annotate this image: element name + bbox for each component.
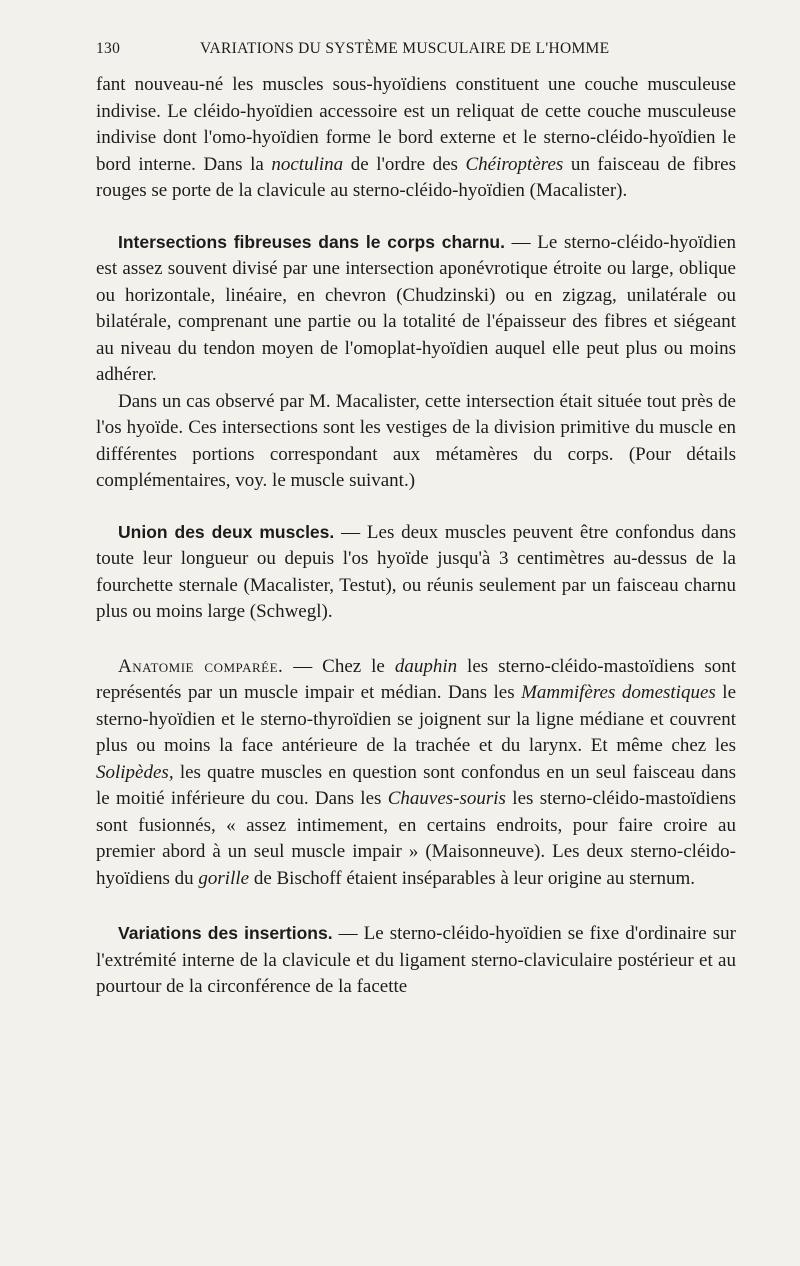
italic-term: dauphin <box>394 655 458 677</box>
page-number: 130 <box>96 40 121 57</box>
text-run: — Le sterno-cléido-hyoïdien est assez souvent divisé par une intersection aponévrotique étroite ou large, oblique ou horizontale, linéaire, en chevron (Chudzinski) ou en zigzag, unilatérale ou bilatérale, comprenant une partie ou la totalité de l'épaisseur des fibres et siégeant au niveau du tendon moyen de l'omoplat-hyoïdien auquel elle peut plus ou moins adhérer. <box>96 231 737 385</box>
page-body <box>96 72 736 1001</box>
paragraph-variations-insertions <box>96 920 736 1001</box>
paragraph-anatomie-comparee <box>96 654 736 893</box>
text-run: le sterno-hyoïdien et le sterno-thyroïdien se joignent sur la ligne médiane et couvrent plus ou moins la face antérieure de la trachée et du larynx. Et même chez les <box>96 682 736 756</box>
running-title: VARIATIONS DU SYSTÈME MUSCULAIRE DE L'HOMME <box>200 40 610 57</box>
italic-term: Chéiroptères <box>465 153 564 175</box>
italic-term: gorille <box>198 867 250 889</box>
text-run: — Le sterno-cléido-hyoïdien se fixe d'ordinaire sur l'extrémité interne de la clavicule et du ligament sterno-claviculaire postérieur et au pourtour de la circonférence de la facette <box>96 923 736 997</box>
text-run: de Bischoff étaient inséparables à leur origine au sternum. <box>249 867 696 889</box>
text-run: — Chez le <box>283 655 395 677</box>
text-run: Dans un cas observé par M. Macalister, cette intersection était située tout près de l'os hyoïde. Ces intersections sont les vestiges de la division primitive du muscle en différentes portions correspondant aux métamères du corps. (Pour détails complémentaires, voy. le muscle suivant.) <box>96 390 736 491</box>
text-run: de l'ordre des <box>343 153 466 175</box>
text-run: les quatre muscles en question sont confondus en un seul faisceau dans le moitié inférieure du cou. Dans les <box>96 761 736 809</box>
text-run: les sterno-cléido-mastoïdiens sont fusionnés, « assez intimement, en certains endroits, pour faire croire au premier abord à un seul muscle impair » (Maisonneuve). Les deux sterno-cléido-hyoïdiens du <box>96 788 737 889</box>
text-run: un faisceau de fibres rouges se porte de la clavicule au sterno-cléido-hyoïdien (Macalister). <box>96 153 736 201</box>
italic-term: Mammifères domestiques <box>521 682 716 703</box>
italic-term: noctulina <box>271 153 344 175</box>
section-heading: Union des deux muscles. <box>118 521 335 542</box>
paragraph-continuation <box>96 72 736 205</box>
paragraph-union <box>96 519 736 626</box>
italic-term: Solipèdes, <box>96 761 174 783</box>
section-heading: Variations des insertions. <box>118 923 333 943</box>
section-heading: Intersections fibreuses dans le corps charnu. <box>118 231 505 252</box>
paragraph-intersections <box>96 229 736 389</box>
text-run: fant nouveau-né les muscles sous-hyoïdiens constituent une couche musculeuse indivise. Le cléido-hyoïdien accessoire est un reliquat de cette couche musculeuse indivise dont l'omo-hyoïdien forme le bord externe et le sterno-cléido-hyoïdien le bord interne. Dans la <box>96 74 736 175</box>
paragraph-macalister-case <box>96 389 736 495</box>
text-run: les sterno-cléido-mastoïdiens sont représentés par un muscle impair et médian. Dans les <box>96 655 737 703</box>
italic-term: Chauves-souris <box>387 788 506 809</box>
section-heading: Anatomie comparée. <box>118 655 284 677</box>
text-run: — Les deux muscles peuvent être confondus dans toute leur longueur ou depuis l'os hyoïde jusqu'à 3 centimètres au-dessus de la fourchette sternale (Macalister, Testut), ou réunis seulement par un faisceau charnu plus ou moins large (Schwegl). <box>96 521 736 622</box>
